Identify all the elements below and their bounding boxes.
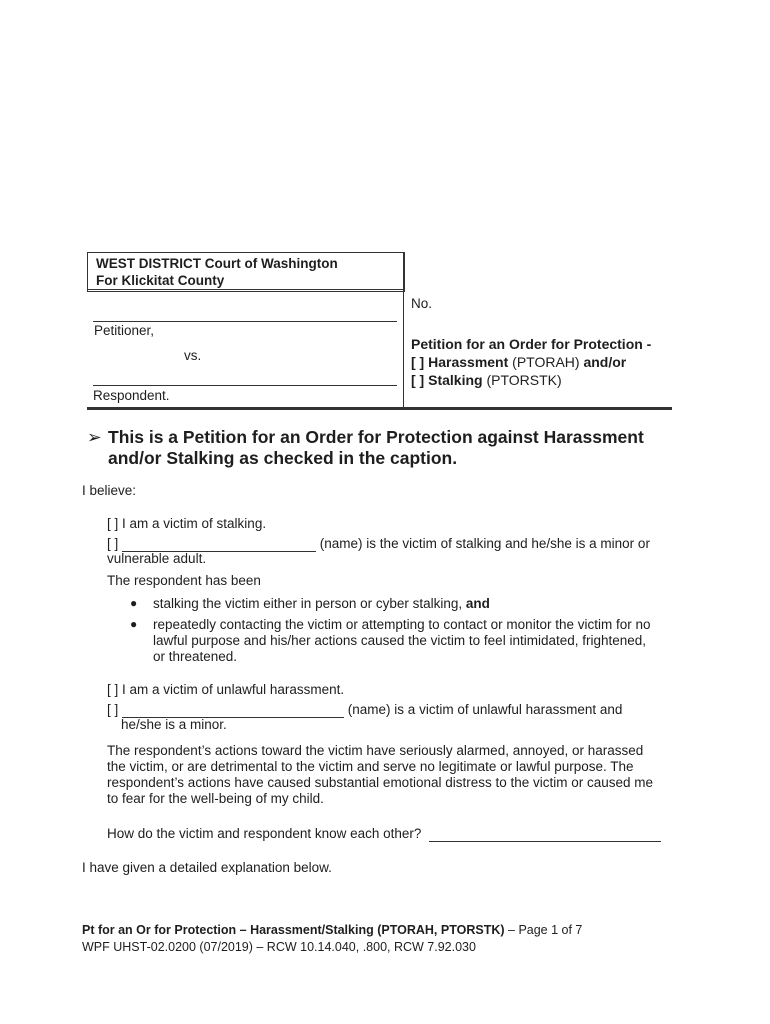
stalking-other-row [107,536,650,552]
harassment-victim-name-field[interactable] [122,702,344,718]
harassment-code: (PTORAH) [512,354,580,370]
footer-form-title: Pt for an Or for Protection – Harassment/Stalking (PTORAH, PTORSTK) [82,923,505,937]
stalking-other-checkbox[interactable]: [ ] [107,536,119,551]
footer-line2: WPF UHST-02.0200 (07/2019) – RCW 10.14.040, .800, RCW 7.92.030 [82,940,476,954]
i-believe: I believe: [82,483,137,498]
stalking-self-row [107,516,266,531]
arrow-bullet-icon: ➢ [87,427,102,447]
respondent-has-been: The respondent has been [107,573,261,588]
para-line4: to fear for the well-being of my child. [107,791,324,806]
harass-other-row [107,702,622,718]
petitioner-label: Petitioner, [94,323,155,338]
case-number-label: No. [411,296,433,311]
harass-other-text: (name) is a victim of unlawful harassment and [347,702,623,717]
stalking-other-text: (name) is the victim of stalking and he/she is a minor or [319,536,650,551]
respondent-label: Respondent. [93,388,170,403]
bullet2-line1: repeatedly contacting the victim or attempting to contact or monitor the victim for no [153,617,651,632]
know-question: How do the victim and respondent know each other? [107,826,422,841]
relationship-field[interactable] [429,826,661,842]
harassment-andor: and/or [583,354,627,370]
caption-divider [403,252,404,407]
bullet1-and: and [465,596,490,611]
petitioner-line[interactable] [93,321,397,322]
relationship-row [107,826,661,842]
harass-other-cont: he/she is a minor. [121,717,227,732]
option-stalking [411,372,562,388]
detailed-explanation: I have given a detailed explanation below. [82,860,332,875]
respondent-line[interactable] [93,385,397,386]
bullet-dot-icon: ● [130,617,138,631]
bullet2-line3: or threatened. [153,649,238,664]
harassment-paragraph [107,743,677,807]
stalking-self-text: I am a victim of stalking. [122,516,267,531]
para-line3: respondent’s actions have caused substantial emotional distress to the victim or caused me [107,775,654,790]
footer-line1 [82,923,582,937]
bullet1-text: stalking the victim either in person or cyber stalking, [153,596,463,611]
harass-self-row [107,682,344,697]
bullet-dot-icon: ● [130,596,138,610]
heading-line2: and/or Stalking as checked in the caption. [108,448,458,468]
harass-self-checkbox[interactable]: [ ] [107,682,119,697]
bullet2 [153,617,673,665]
court-name: WEST DISTRICT Court of Washington [96,256,338,271]
para-line2: the victim, or are detrimental to the victim and serve no legitimate or lawful purpose. The [107,759,634,774]
petition-heading [108,427,668,469]
footer-page-number: – Page 1 of 7 [508,923,583,937]
bullet2-line2: lawful purpose and his/her actions caused the victim to feel intimidated, frightened, [153,633,647,648]
stalking-other-cont: vulnerable adult. [107,551,207,566]
harass-other-checkbox[interactable]: [ ] [107,702,119,717]
para-line1: The respondent’s actions toward the victim have seriously alarmed, annoyed, or harassed [107,743,644,758]
harassment-checkbox[interactable]: [ ] [411,354,425,370]
court-caption-box [87,252,405,292]
caption-rule [87,289,405,290]
heading-line1: This is a Petition for an Order for Protection against Harassment [108,427,644,447]
court-county: For Klickitat County [96,273,225,288]
bullet1 [153,596,490,611]
stalking-victim-name-field[interactable] [122,536,316,552]
stalking-code: (PTORSTK) [486,372,562,388]
vs-label: vs. [184,348,202,363]
stalking-checkbox[interactable]: [ ] [411,372,425,388]
harass-self-text: I am a victim of unlawful harassment. [122,682,345,697]
harassment-label: Harassment [428,354,509,370]
stalking-self-checkbox[interactable]: [ ] [107,516,119,531]
petition-title: Petition for an Order for Protection - [411,336,652,352]
option-harassment [411,354,626,370]
stalking-label: Stalking [428,372,483,388]
caption-bottom-rule [87,407,672,410]
